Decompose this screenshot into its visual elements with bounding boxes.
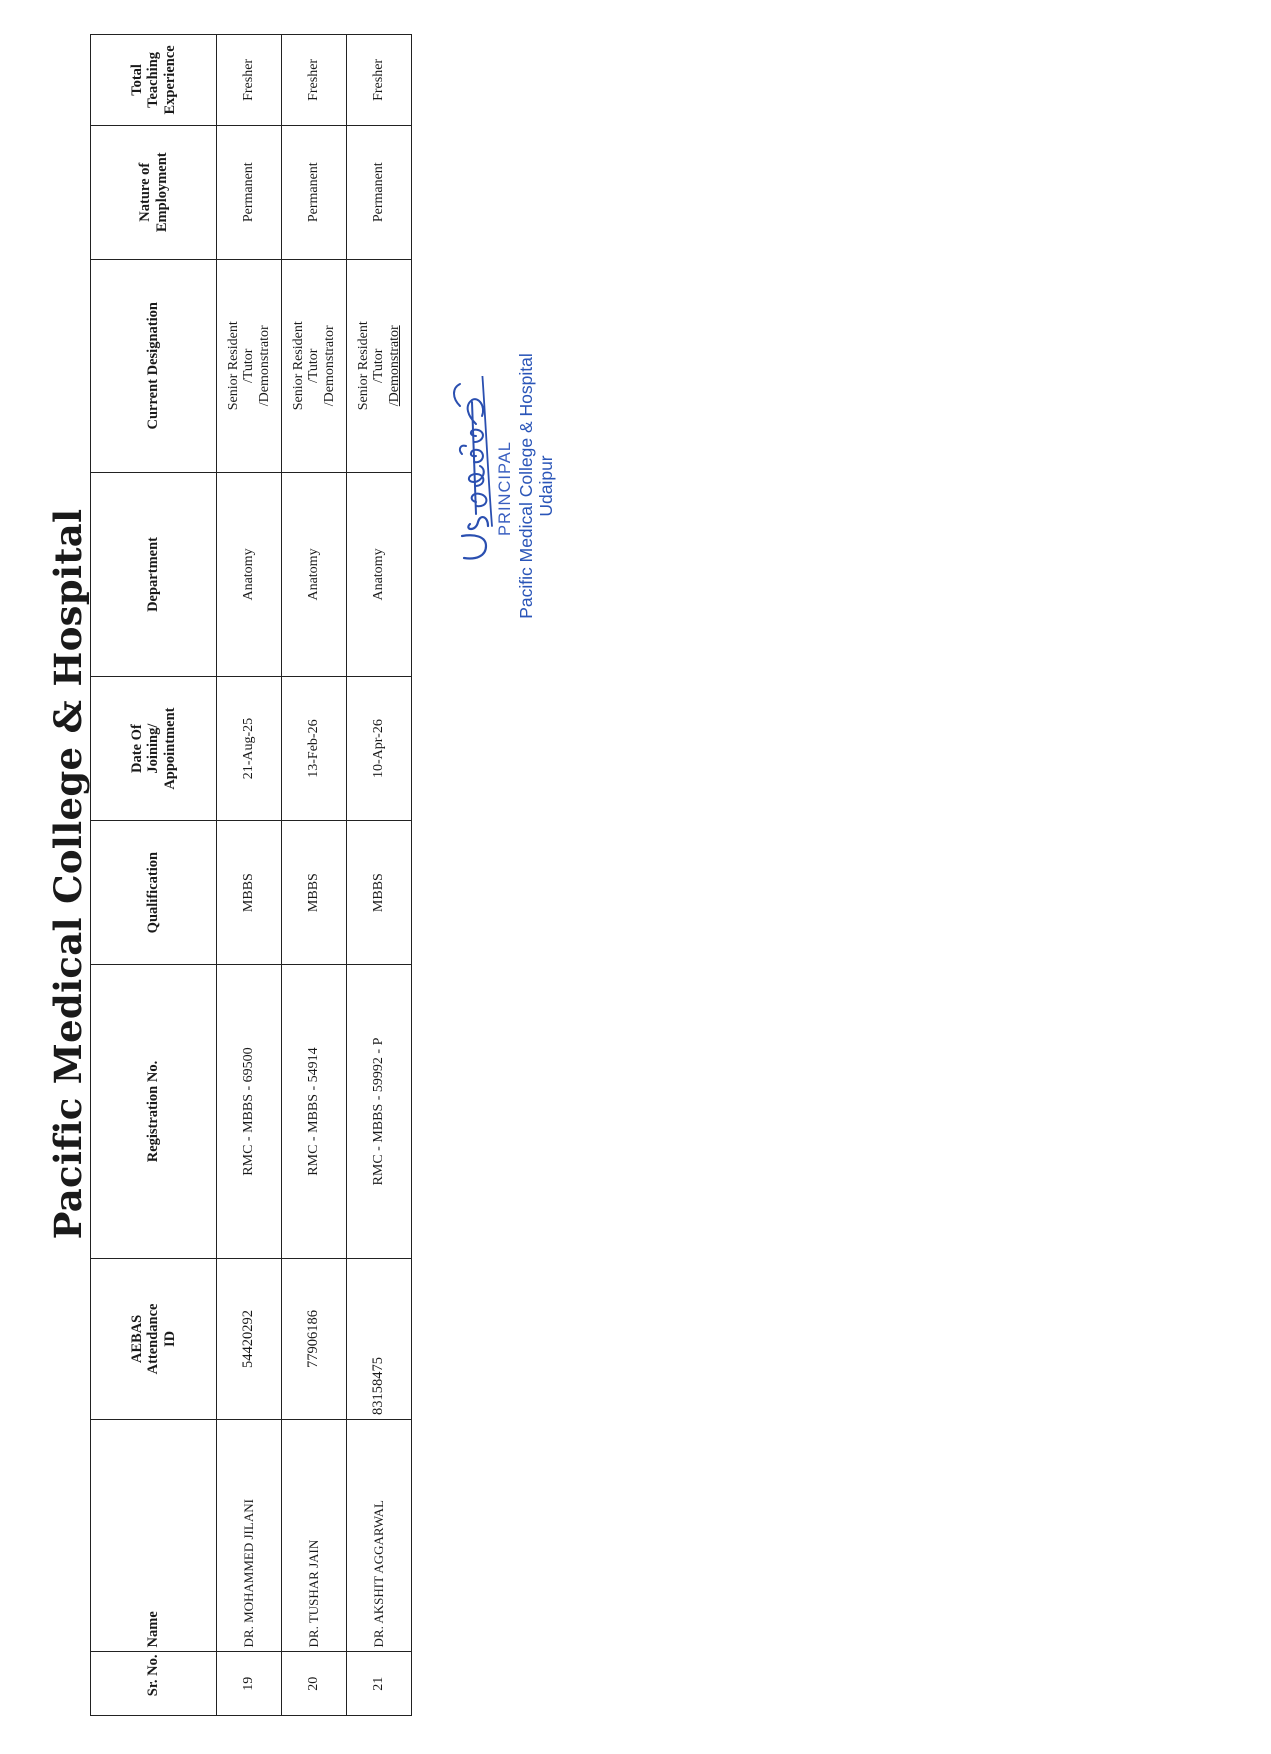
designation-line1: Senior Resident	[355, 321, 371, 411]
cell-qualification: MBBS	[282, 821, 347, 965]
cell-date-of-joining: 21-Aug-25	[217, 677, 282, 821]
cell-qualification: MBBS	[217, 821, 282, 965]
principal-stamp	[442, 336, 592, 619]
header-sr-no-label: Sr. No.	[145, 1654, 162, 1697]
header-experience-line2: Teaching	[145, 51, 162, 108]
cell-designation	[217, 259, 282, 472]
header-aebas-line3: ID	[161, 1330, 178, 1348]
header-aebas-line2: Attendance	[145, 1303, 162, 1375]
cell-sr-no: 19	[217, 1652, 282, 1716]
header-qualification-label: Qualification	[145, 851, 162, 934]
header-nature-line2: Employment	[153, 152, 170, 233]
designation-line2: /Tutor	[241, 348, 257, 384]
cell-name: DR. AKSHIT AGGARWAL	[347, 1419, 412, 1652]
table-header-row	[91, 35, 217, 1716]
cell-teaching-experience: Fresher	[347, 35, 412, 126]
cell-department: Anatomy	[217, 472, 282, 676]
cell-aebas-id: 77906186	[282, 1258, 347, 1419]
header-aebas-id	[91, 1258, 217, 1419]
header-designation	[91, 259, 217, 472]
cell-sr-no: 20	[282, 1652, 347, 1716]
designation-line1: Senior Resident	[225, 321, 241, 411]
cell-department: Anatomy	[282, 472, 347, 676]
cell-date-of-joining: 10-Apr-26	[347, 677, 412, 821]
cell-sr-no: 21	[347, 1652, 412, 1716]
cell-nature-of-employment: Permanent	[282, 125, 347, 259]
cell-department: Anatomy	[347, 472, 412, 676]
header-experience-line3: Experience	[161, 45, 178, 115]
header-name-label: Name	[145, 1611, 162, 1648]
header-aebas-line1: AEBAS	[129, 1314, 146, 1364]
header-registration	[91, 965, 217, 1259]
cell-qualification: MBBS	[347, 821, 412, 965]
header-doj-line3: Appointment	[161, 707, 178, 790]
signatory-organization: Pacific Medical College & Hospital	[516, 353, 536, 619]
header-date-of-joining	[91, 677, 217, 821]
table-row	[217, 35, 282, 1716]
header-designation-label: Current Designation	[145, 302, 162, 430]
signatory-city: Udaipur	[536, 455, 556, 517]
cell-aebas-id: 54420292	[217, 1258, 282, 1419]
designation-line2: /Tutor	[371, 348, 387, 384]
cell-registration: RMC - MBBS - 59992 - P	[347, 965, 412, 1259]
principal-signature-block	[442, 336, 592, 619]
cell-name: DR. TUSHAR JAIN	[282, 1419, 347, 1652]
header-name	[91, 1419, 217, 1652]
cell-registration: RMC - MBBS - 54914	[282, 965, 347, 1259]
cell-aebas-id: 83158475	[347, 1258, 412, 1419]
cell-name: DR. MOHAMMED JILANI	[217, 1419, 282, 1652]
cell-teaching-experience: Fresher	[217, 35, 282, 126]
cell-registration: RMC - MBBS - 69500	[217, 965, 282, 1259]
cell-nature-of-employment: Permanent	[217, 125, 282, 259]
page-title: Pacific Medical College & Hospital	[46, 508, 90, 1240]
signatory-designation: PRINCIPAL	[496, 441, 514, 536]
header-experience-line1: Total	[129, 64, 146, 96]
header-sr-no	[91, 1652, 217, 1716]
designation-line1: Senior Resident	[290, 321, 306, 411]
table-row	[282, 35, 347, 1716]
header-department	[91, 472, 217, 676]
header-registration-label: Registration No.	[145, 1060, 162, 1163]
designation-line2: /Tutor	[306, 348, 322, 384]
cell-nature-of-employment: Permanent	[347, 125, 412, 259]
header-nature-of-employment	[91, 125, 217, 259]
cell-date-of-joining: 13-Feb-26	[282, 677, 347, 821]
cell-designation	[347, 259, 412, 472]
header-teaching-experience	[91, 35, 217, 126]
header-doj-line2: Joining/	[145, 723, 162, 774]
cell-teaching-experience: Fresher	[282, 35, 347, 126]
designation-line3: /Demonstrator	[386, 325, 402, 407]
header-doj-line1: Date Of	[129, 724, 146, 773]
designation-line3: /Demonstrator	[321, 325, 337, 407]
faculty-table	[90, 34, 412, 1716]
header-nature-line1: Nature of	[137, 162, 154, 222]
cell-designation	[282, 259, 347, 472]
table-row	[347, 35, 412, 1716]
designation-line3: /Demonstrator	[256, 325, 272, 407]
header-department-label: Department	[145, 537, 162, 612]
header-qualification	[91, 821, 217, 965]
